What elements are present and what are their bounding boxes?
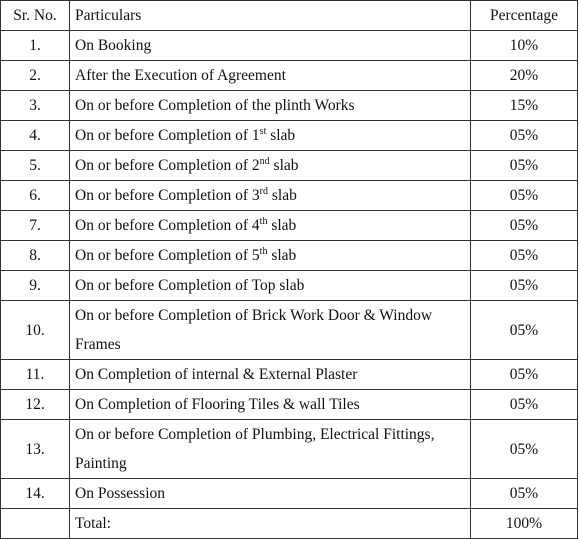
percentage-cell: 05%: [471, 420, 578, 479]
sr-no-cell: 5.: [1, 151, 70, 181]
sr-no-cell: 9.: [1, 271, 70, 301]
table-row: [1, 271, 578, 301]
particulars-text-suffix: slab: [267, 217, 297, 234]
sr-no-cell: 2.: [1, 61, 70, 91]
particulars-text: On Possession: [75, 485, 166, 502]
particulars-cell: [70, 91, 471, 121]
particulars-text: On or before Completion of 4: [75, 217, 260, 234]
particulars-cell: [70, 61, 471, 91]
particulars-cell: [70, 420, 471, 479]
sr-no-cell: 11.: [1, 360, 70, 390]
total-percentage: 100%: [471, 509, 578, 539]
table-row: [1, 91, 578, 121]
particulars-text: On or before Completion of 2: [75, 157, 260, 174]
table-row: [1, 301, 578, 360]
particulars-text-suffix: slab: [266, 127, 296, 144]
particulars-cell: [70, 181, 471, 211]
header-particulars: Particulars: [70, 1, 471, 31]
table-row: [1, 31, 578, 61]
table-row: [1, 181, 578, 211]
percentage-cell: 05%: [471, 360, 578, 390]
particulars-cell: [70, 479, 471, 509]
table-row: [1, 390, 578, 420]
table-row: [1, 241, 578, 271]
sr-no-cell: 7.: [1, 211, 70, 241]
particulars-cell: [70, 271, 471, 301]
header-percentage: Percentage: [471, 1, 578, 31]
header-sr-no: Sr. No.: [1, 1, 70, 31]
percentage-cell: 05%: [471, 121, 578, 151]
particulars-cell: [70, 151, 471, 181]
particulars-cell: [70, 211, 471, 241]
total-row: [1, 509, 578, 539]
table-row: [1, 61, 578, 91]
total-sr-cell: [1, 509, 70, 539]
percentage-cell: 05%: [471, 151, 578, 181]
percentage-cell: 15%: [471, 91, 578, 121]
sr-no-cell: 3.: [1, 91, 70, 121]
particulars-cell: [70, 31, 471, 61]
ordinal-suffix: rd: [259, 185, 269, 197]
particulars-cell: [70, 121, 471, 151]
particulars-text: On or before Completion of 3: [75, 187, 260, 204]
particulars-text: On Completion of Flooring Tiles & wall Tiles: [75, 396, 360, 413]
particulars-text-suffix: slab: [267, 247, 297, 264]
particulars-text: On Booking: [75, 37, 152, 54]
particulars-text: On Completion of internal & External Plaster: [75, 366, 358, 383]
percentage-cell: 10%: [471, 31, 578, 61]
particulars-text-suffix: slab: [268, 187, 297, 204]
sr-no-cell: 1.: [1, 31, 70, 61]
percentage-cell: 20%: [471, 61, 578, 91]
sr-no-cell: 10.: [1, 301, 70, 360]
particulars-text: On or before Completion of the plinth Works: [75, 97, 355, 114]
percentage-cell: 05%: [471, 479, 578, 509]
ordinal-suffix: th: [259, 215, 268, 227]
sr-no-cell: 13.: [1, 420, 70, 479]
ordinal-suffix: st: [259, 125, 267, 137]
particulars-text: On or before Completion of Plumbing, Electrical Fittings, Painting: [75, 426, 435, 472]
percentage-cell: 05%: [471, 211, 578, 241]
table-row: [1, 211, 578, 241]
particulars-cell: [70, 301, 471, 360]
ordinal-suffix: nd: [259, 155, 270, 167]
particulars-text: On or before Completion of 1: [75, 127, 260, 144]
table-row: [1, 151, 578, 181]
particulars-text-suffix: slab: [269, 157, 299, 174]
percentage-cell: 05%: [471, 241, 578, 271]
sr-no-cell: 4.: [1, 121, 70, 151]
table-row: [1, 479, 578, 509]
table-row: [1, 420, 578, 479]
table-header-row: [1, 1, 578, 31]
percentage-cell: 05%: [471, 301, 578, 360]
percentage-cell: 05%: [471, 390, 578, 420]
particulars-text: On or before Completion of Brick Work Door & Window Frames: [75, 307, 433, 353]
particulars-cell: [70, 241, 471, 271]
total-label: Total:: [70, 509, 471, 539]
sr-no-cell: 12.: [1, 390, 70, 420]
particulars-text: On or before Completion of Top slab: [75, 277, 305, 294]
ordinal-suffix: th: [259, 245, 268, 257]
particulars-text: On or before Completion of 5: [75, 247, 260, 264]
sr-no-cell: 14.: [1, 479, 70, 509]
particulars-text: After the Execution of Agreement: [75, 67, 286, 84]
table-row: [1, 121, 578, 151]
sr-no-cell: 8.: [1, 241, 70, 271]
particulars-cell: [70, 390, 471, 420]
percentage-cell: 05%: [471, 181, 578, 211]
sr-no-cell: 6.: [1, 181, 70, 211]
percentage-cell: 05%: [471, 271, 578, 301]
table-row: [1, 360, 578, 390]
particulars-cell: [70, 360, 471, 390]
table-body: [1, 31, 578, 509]
